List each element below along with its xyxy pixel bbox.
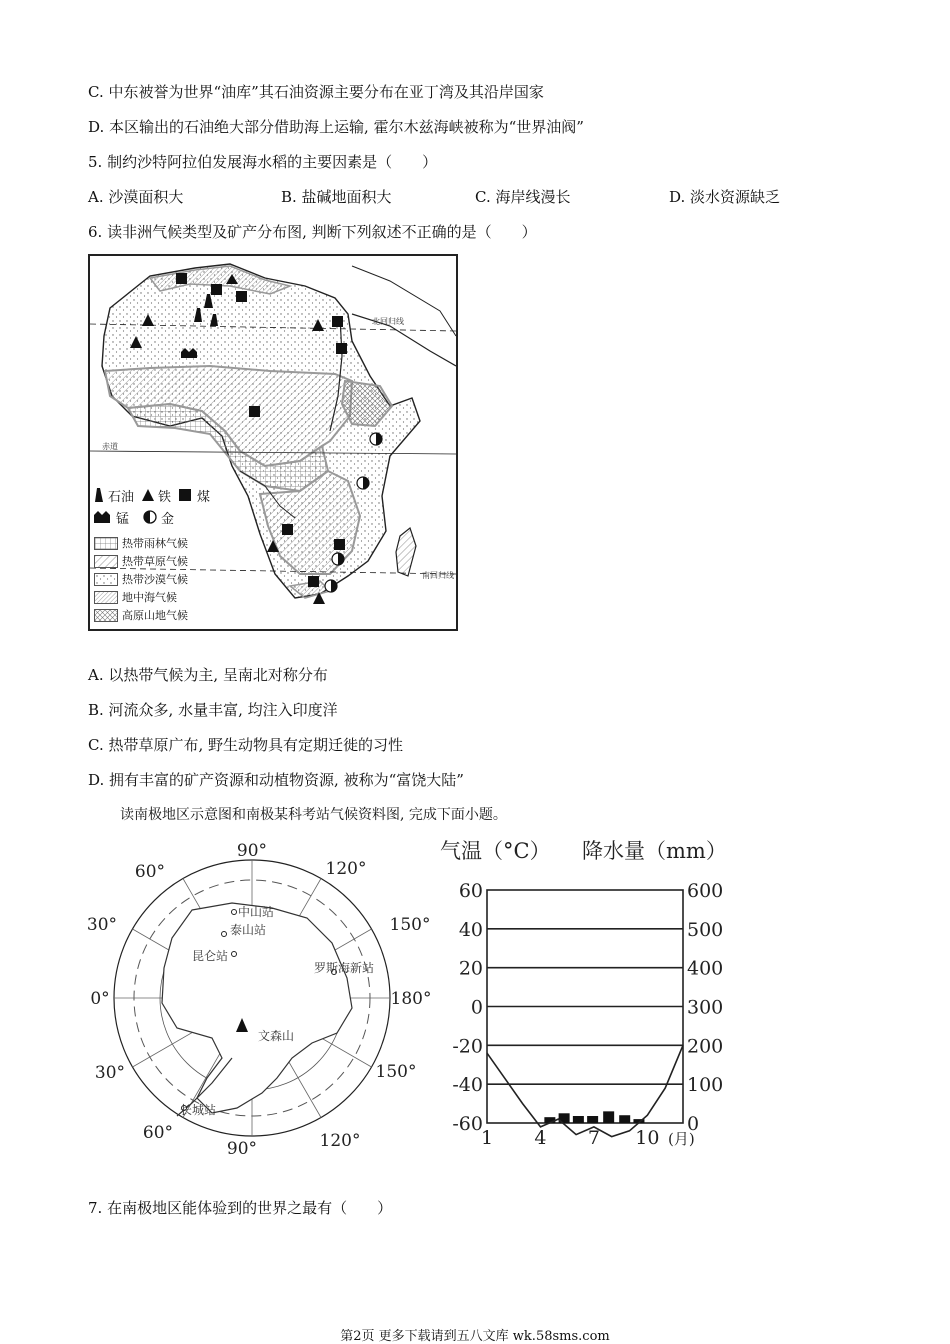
q5-option-d[interactable]: D. 淡水资源缺乏 <box>669 188 781 206</box>
deg-150-right-top: 150° <box>389 915 431 935</box>
oil-icon <box>94 488 104 502</box>
climate-legend <box>94 534 188 624</box>
deg-60-left-bottom: 60° <box>142 1123 174 1143</box>
x-tick: 7 <box>587 1127 600 1149</box>
x-tick: 10 <box>635 1127 660 1149</box>
q6-option-a[interactable]: A. 以热带气候为主, 呈南北对称分布 <box>88 666 328 684</box>
chart-title-left: 气温（°C） <box>440 839 551 863</box>
x-tick: 1 <box>480 1127 494 1149</box>
station-vinson: 文森山 <box>258 1029 295 1043</box>
precip-bar <box>603 1111 614 1123</box>
station-ross-sea: 罗斯海新站 <box>314 961 375 975</box>
station-great-wall: 长城站 <box>180 1103 217 1117</box>
legend-savanna: 热带草原气候 <box>122 555 188 568</box>
q6-option-c[interactable]: C. 热带草原广布, 野生动物具有定期迁徙的习性 <box>88 736 404 754</box>
y-tick-left: 60 <box>458 880 483 902</box>
legend-coal: 煤 <box>197 489 211 505</box>
mineral-legend <box>94 484 210 528</box>
precip-bar <box>619 1115 630 1123</box>
coal-icon <box>179 489 191 501</box>
africa-climate-mineral-map <box>88 254 458 631</box>
legend-desert: 热带沙漠气候 <box>122 573 188 586</box>
legend-iron: 铁 <box>158 489 172 505</box>
y-tick-left: 20 <box>458 957 483 980</box>
gold-icon <box>143 510 157 524</box>
x-tick: 4 <box>534 1127 547 1149</box>
equator-label: 赤道 <box>102 442 118 451</box>
deg-90-top: 90° <box>236 841 268 861</box>
deg-30-left-bottom: 30° <box>94 1063 126 1083</box>
legend-mediterranean: 地中海气候 <box>122 591 177 604</box>
y-tick-right: 200 <box>687 1035 724 1058</box>
precip-bar <box>587 1116 598 1123</box>
section-intro: 读南极地区示意图和南极某科考站气候资料图, 完成下面小题。 <box>120 807 507 823</box>
deg-180: 180° <box>390 989 432 1009</box>
manganese-icon <box>94 511 110 523</box>
deg-120-right-bottom: 120° <box>319 1131 361 1151</box>
y-tick-right: 400 <box>687 957 724 980</box>
deg-60-left-top: 60° <box>134 862 166 882</box>
station-taishan: 泰山站 <box>230 923 267 937</box>
x-unit-label: (月) <box>668 1130 695 1148</box>
q5-option-b[interactable]: B. 盐碱地面积大 <box>281 188 392 206</box>
q6-option-d[interactable]: D. 拥有丰富的矿产资源和动植物资源, 被称为“富饶大陆” <box>88 771 464 789</box>
q5-option-c[interactable]: C. 海岸线漫长 <box>475 188 571 206</box>
question-7: 7. 在南极地区能体验到的世界之最有（ ） <box>88 1199 393 1217</box>
y-tick-right: 600 <box>687 880 724 902</box>
chart-title-right: 降水量（mm） <box>582 839 727 863</box>
legend-gold: 金 <box>161 511 175 527</box>
savanna-swatch <box>94 555 118 568</box>
y-tick-left: 40 <box>458 918 483 941</box>
y-tick-right: 500 <box>687 918 724 941</box>
deg-90-bottom: 90° <box>226 1139 258 1159</box>
legend-rainforest: 热带雨林气候 <box>122 537 188 550</box>
station-zhongshan: 中山站 <box>238 905 275 919</box>
prev-option-d: D. 本区输出的石油绝大部分借助海上运输, 霍尔木兹海峡被称为“世界油阀” <box>88 118 584 136</box>
iron-icon <box>142 489 154 501</box>
antarctic-map-drawing <box>84 836 434 1166</box>
antarctic-map <box>84 836 434 1166</box>
y-tick-left: -20 <box>452 1035 483 1058</box>
deg-120-right-top: 120° <box>325 859 367 879</box>
deg-30-left-top: 30° <box>86 915 118 935</box>
tropic-north-label: 北回归线 <box>372 317 404 326</box>
y-tick-right: 300 <box>687 996 724 1019</box>
legend-oil: 石油 <box>108 489 135 505</box>
legend-highland: 高原山地气候 <box>122 609 188 622</box>
y-tick-left: -60 <box>452 1113 483 1135</box>
climate-chart <box>430 830 750 1160</box>
deg-0: 0° <box>90 989 110 1009</box>
y-tick-left: -40 <box>452 1074 483 1097</box>
page-footer: 第2页 更多下载请到五八文库 wk.58sms.com <box>340 1329 610 1344</box>
station-kunlun: 昆仑站 <box>192 949 229 963</box>
desert-swatch <box>94 573 118 586</box>
highland-swatch <box>94 609 118 622</box>
tropic-south-label: 南回归线 <box>422 571 454 580</box>
mediterranean-swatch <box>94 591 118 604</box>
legend-manganese: 锰 <box>116 511 130 527</box>
rainforest-swatch <box>94 537 118 550</box>
prev-option-c: C. 中东被誉为世界“油库”其石油资源主要分布在亚丁湾及其沿岸国家 <box>88 83 544 101</box>
question-6: 6. 读非洲气候类型及矿产分布图, 判断下列叙述不正确的是（ ） <box>88 223 537 241</box>
y-tick-right: 0 <box>687 1113 700 1135</box>
precip-bar <box>573 1116 584 1123</box>
y-tick-left: 0 <box>470 996 483 1019</box>
y-tick-right: 100 <box>687 1074 724 1097</box>
q5-option-a[interactable]: A. 沙漠面积大 <box>88 188 184 206</box>
question-5: 5. 制约沙特阿拉伯发展海水稻的主要因素是（ ） <box>88 153 438 171</box>
climate-chart-svg <box>430 830 750 1160</box>
q6-option-b[interactable]: B. 河流众多, 水量丰富, 均注入印度洋 <box>88 701 338 719</box>
deg-150-right-bottom: 150° <box>375 1062 417 1082</box>
